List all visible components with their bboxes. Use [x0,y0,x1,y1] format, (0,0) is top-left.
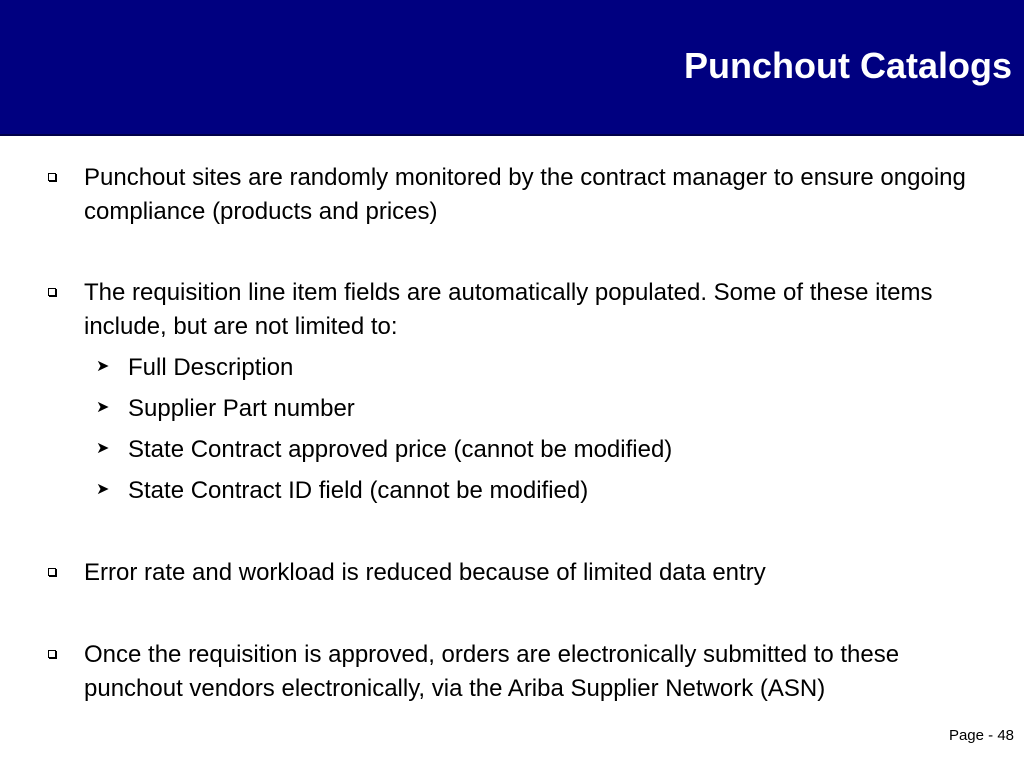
arrowhead-bullet-icon: ➤ [96,440,110,457]
page-number: Page - 48 [948,727,1014,744]
slide-title: Punchout Catalogs [683,45,1012,86]
bullet-text: The requisition line item fields are automatically populated. Some of these items include, but are not limited to: [84,279,933,340]
bullet-text: Error rate and workload is reduced because of limited data entry [84,559,766,586]
hollow-square-bullet-icon [48,173,56,181]
bullet-text: Once the requisition is approved, orders are electronically submitted to these punchout vendors electronically, via the Ariba Supplier Network (ASN) [84,641,900,702]
sub-bullet-text: Full Description [128,354,294,381]
bullet-text: Punchout sites are randomly monitored by the contract manager to ensure ongoing compliance (products and prices) [84,164,966,225]
sub-bullet-item [96,351,956,385]
sub-bullet-item [96,392,956,426]
sub-bullet-item [96,433,956,467]
sub-bullet-item [96,474,956,508]
arrowhead-bullet-icon: ➤ [96,399,110,416]
hollow-square-bullet-icon [48,568,56,576]
arrowhead-bullet-icon: ➤ [96,358,110,375]
arrowhead-bullet-icon: ➤ [96,481,110,498]
sub-bullet-text: State Contract approved price (cannot be modified) [128,436,673,463]
hollow-square-bullet-icon [48,288,56,296]
hollow-square-bullet-icon [48,650,56,658]
sub-bullet-text: Supplier Part number [128,395,355,422]
sub-bullet-text: State Contract ID field (cannot be modified) [128,477,589,504]
